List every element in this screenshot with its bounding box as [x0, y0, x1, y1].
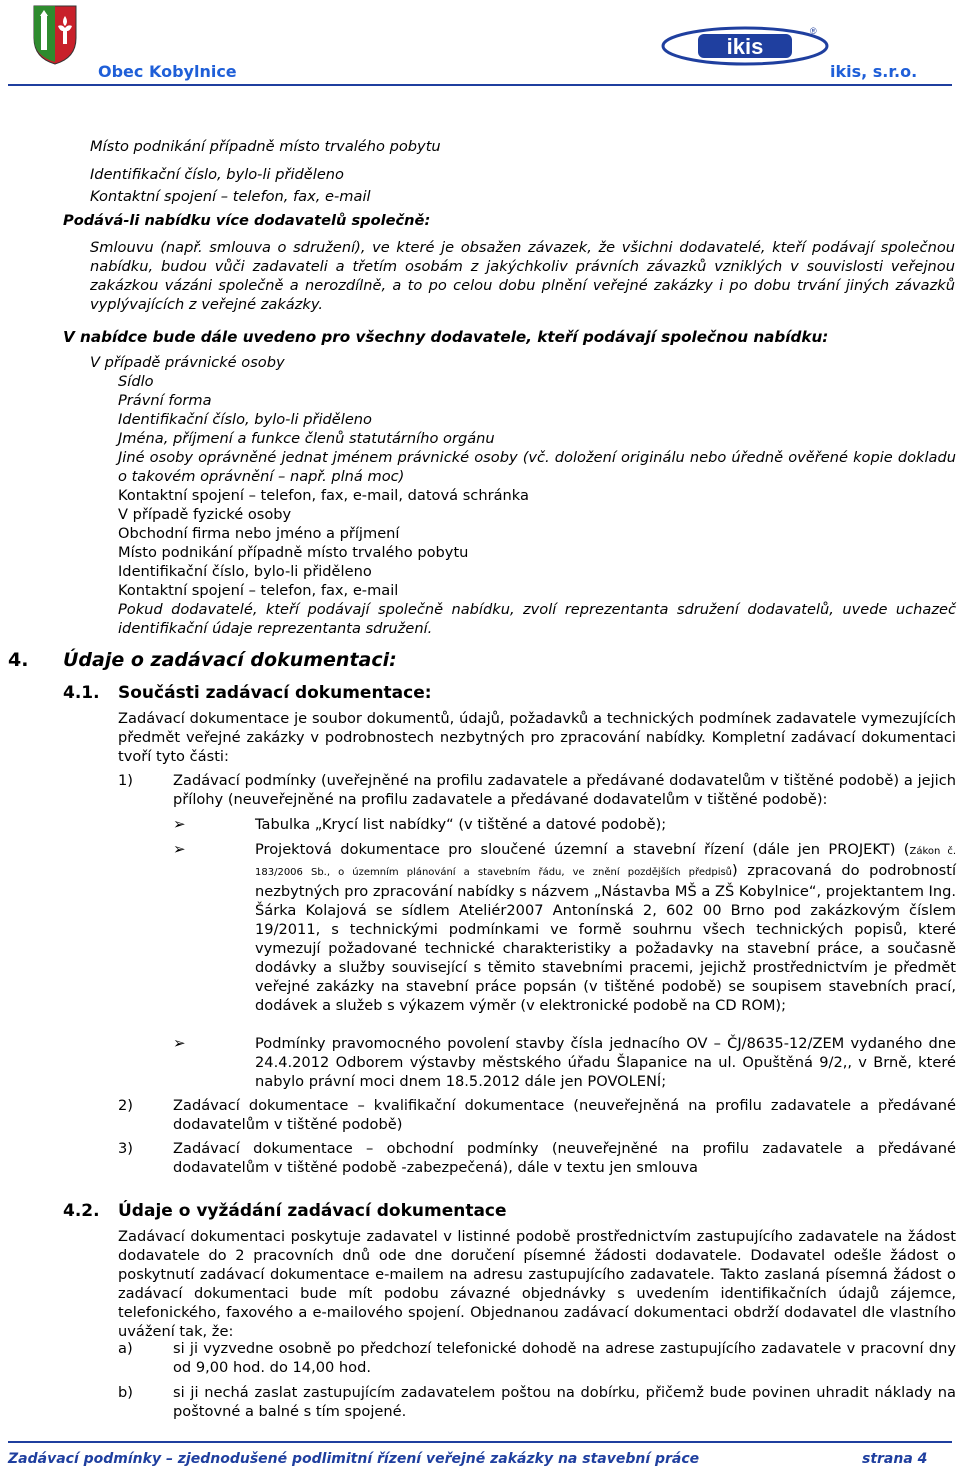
section-4-2-heading	[63, 1200, 507, 1222]
arrow-bullet-icon: ➢	[173, 815, 186, 833]
list-item: V případě právnické osoby	[90, 354, 285, 371]
section-number: 4.	[8, 649, 29, 671]
all-suppliers-heading: V nabídce bude dále uvedeno pro všechny dodavatele, kteří podávají společnou nabídku:	[63, 328, 829, 346]
section-4-heading	[8, 648, 397, 672]
item-text: Zadávací podmínky (uveřejněné na profilu zadavatele a předávané dodavatelům v tištěné podobě) a jejich přílohy (neuveřejněné na profilu zadavatele a předávané dodavatelům v tištěné podobě):	[173, 772, 956, 808]
section-4-2-paragraph: Zadávací dokumentaci poskytuje zadavatel v listinné podobě prostřednictvím zastupujícího zadavatele na žádost dodavatele do 2 pracovních dnů ode dne doručení písemné žádosti dodavatele. Dodavatel odešle žádost o poskytnutí zadávací dokumentace e-mailem na adresu zastupujícího zadavatele. Takto zaslaná písemná žádost o zadávací dokumentaci bude mít podobu závazné objednávky s uvedením identifikačních údajů zájemce, telefonického, faxového a e-mailového spojení. Objednanou zadávací dokumentaci obdrží dodavatel dle vlastního uvážení tak, že:	[118, 1228, 956, 1340]
bullet-item	[173, 1034, 956, 1091]
list-item: Sídlo	[118, 373, 154, 390]
list-item: Kontaktní spojení – telefon, fax, e-mail	[118, 582, 399, 599]
footer-divider	[8, 1441, 952, 1443]
bullet-text-part: Projektová dokumentace pro sloučené územní a stavební řízení (dále jen PROJEKT) (	[255, 841, 910, 858]
section-title: Součásti zadávací dokumentace:	[118, 683, 432, 703]
company-name: ikis, s.r.o.	[830, 62, 918, 81]
item-number: 3)	[118, 1140, 133, 1157]
item-letter: a)	[118, 1340, 133, 1357]
list-item: Místo podnikání případně místo trvalého pobytu	[118, 544, 469, 561]
list-item: Právní forma	[118, 392, 212, 409]
arrow-bullet-icon: ➢	[173, 840, 186, 858]
doc-part-item	[118, 1096, 956, 1134]
doc-part-item	[118, 771, 956, 809]
top-line-1: Místo podnikání případně místo trvalého pobytu	[90, 138, 441, 155]
item-letter: b)	[118, 1384, 133, 1401]
top-line-3: Kontaktní spojení – telefon, fax, e-mail	[90, 188, 371, 205]
top-line-2: Identifikační číslo, bylo-li přiděleno	[90, 166, 344, 183]
ikis-logo	[660, 24, 830, 70]
item-text: Zadávací dokumentace – kvalifikační dokumentace (neuveřejněná na profilu zadavatele a předávané dodavatelům v tištěné podobě)	[173, 1097, 956, 1133]
item-number: 1)	[118, 772, 133, 789]
list-item: V případě fyzické osoby	[118, 506, 292, 523]
list-item: Kontaktní spojení – telefon, fax, e-mail, datová schránka	[118, 487, 529, 504]
section-title: Údaje o zadávací dokumentaci:	[63, 649, 397, 671]
header-divider	[8, 84, 952, 86]
bullet-text	[255, 840, 956, 1015]
item-text: si ji nechá zaslat zastupujícím zadavatelem poštou na dobírku, přičemž bude povinen uhradit náklady na poštovné a balné s tím spojené.	[173, 1384, 956, 1420]
bullet-text: Tabulka „Krycí list nabídky“ (v tištěné a datové podobě);	[255, 816, 667, 833]
list-item: Identifikační číslo, bylo-li přiděleno	[118, 563, 372, 580]
section-4-1-paragraph: Zadávací dokumentace je soubor dokumentů, údajů, požadavků a technických podmínek zadavatele vymezujících předmět veřejné zakázky v podrobnostech nezbytných pro zpracování nabídky. Kompletní zadávací dokumentaci tvoří tyto části:	[118, 710, 956, 765]
option-item	[118, 1339, 956, 1377]
item-text: si ji vyzvedne osobně po předchozí telefonické dohodě na adrese zastupujícího zadavatele v pracovní dny od 9,00 hod. do 14,00 hod.	[173, 1340, 956, 1376]
item-text: Zadávací dokumentace – obchodní podmínky (neuveřejněné na profilu zadavatele a předávané dodavatelům v tištěné podobě -zabezpečená), dále v textu jen smlouva	[173, 1140, 956, 1176]
arrow-bullet-icon: ➢	[173, 1034, 186, 1052]
item-number: 2)	[118, 1097, 133, 1114]
bullet-item	[173, 840, 956, 1015]
section-title: Údaje o vyžádání zadávací dokumentace	[118, 1201, 507, 1221]
coat-of-arms-logo	[32, 4, 78, 66]
joint-bid-heading: Podává-li nabídku více dodavatelů společně:	[63, 212, 431, 229]
all-suppliers-list	[90, 353, 956, 638]
municipality-name: Obec Kobylnice	[98, 62, 237, 81]
option-item	[118, 1383, 956, 1421]
section-number: 4.2.	[63, 1201, 100, 1221]
joint-bid-paragraph: Smlouvu (např. smlouva o sdružení), ve které je obsažen závazek, že všichni dodavatelé, kteří podávají společnou nabídku, budou vůči zadavateli a třetím osobám z jakýchkoliv právních závazků vzniklých v souvislosti veřejnou zakázkou vázáni společně a nerozdílně, a to po celou dobu plnění veřejné zakázky i po dobu trvání jiných závazků vyplývajících z veřejné zakázky.	[90, 239, 955, 313]
list-item: Pokud dodavatelé, kteří podávají společně nabídku, zvolí reprezentanta sdružení dodavatelů, uvede uchazeč identifikační údaje reprezentanta sdružení.	[118, 601, 956, 637]
doc-part-item	[118, 1139, 956, 1177]
bullet-text-part: ) zpracovaná do podrobností nezbytných pro zpracování nabídky s názvem „Nástavba MŠ a ZŠ Kobylnice“, projektantem Ing. Šárka Kolajová se sídlem Ateliér2007 Antonínská 2, 602 00 Brno pod zakázkovým číslem 19/2011, s technickými podmínkami ve formě souhrnu všech technických popisů, které vymezují požadované technické charakteristiky a požadavky na stavební práce, a současně dodávky a služby související s těmito stavebními pracemi, jejichž prostřednictvím je předmět veřejné zakázky na stavební práce popsán (v tištěné podobě) se soupisem stavebních prací, dodávek a služeb s výkazem výměr (v elektronické podobě na CD ROM);	[255, 862, 957, 1014]
list-item: Obchodní firma nebo jméno a příjmení	[118, 525, 400, 542]
page-number: strana 4	[862, 1451, 928, 1467]
svg-text:®: ®	[810, 26, 817, 36]
section-number: 4.1.	[63, 683, 100, 703]
list-item: Jména, příjmení a funkce členů statutárního orgánu	[118, 430, 495, 447]
law-reference: Zákon č. 183/2006 Sb., o územním plánování a stavebním řádu, ve znění pozdějších předpisů	[255, 846, 957, 878]
bullet-item	[173, 815, 956, 834]
bullet-text: Podmínky pravomocného povolení stavby čísla jednacího OV – ČJ/8635-12/ZEM vydaného dne 24.4.2012 Odborem výstavby městského úřadu Šlapanice na ul. Opuštěná 9/2,, v Brně, které nabylo právní moci dnem 18.5.2012 dále jen POVOLENÍ;	[255, 1035, 956, 1090]
svg-text:ikis: ikis	[726, 34, 764, 59]
section-4-1-heading	[63, 682, 432, 704]
footer-title: Zadávací podmínky – zjednodušené podlimitní řízení veřejné zakázky na stavební práce	[8, 1451, 700, 1467]
list-item: Jiné osoby oprávněné jednat jménem právnické osoby (vč. doložení originálu nebo úředně ověřené kopie dokladu o takovém oprávnění – např. plná moc)	[118, 449, 956, 485]
list-item: Identifikační číslo, bylo-li přiděleno	[118, 411, 372, 428]
